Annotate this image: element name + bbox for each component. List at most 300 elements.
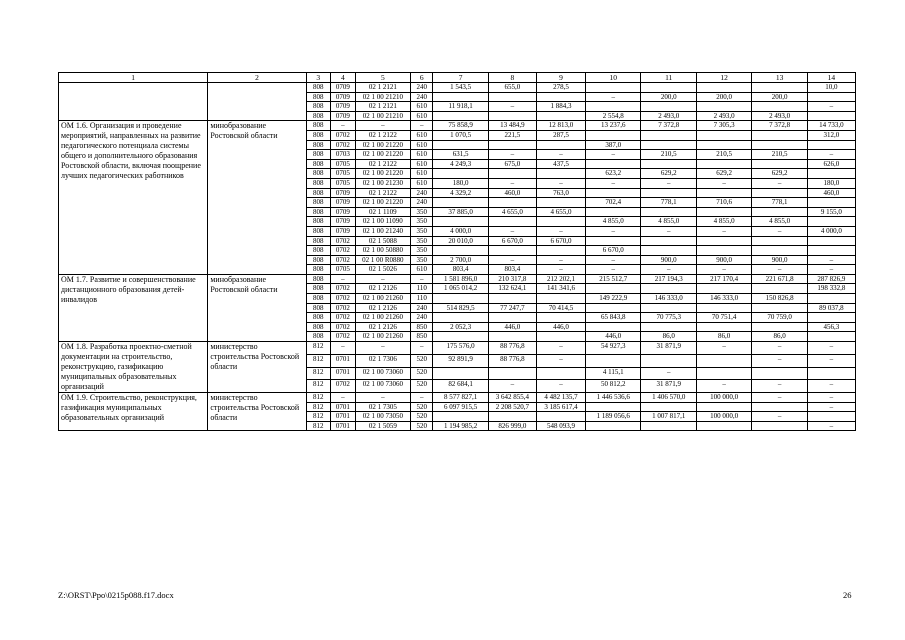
amount-cell: 9 155,0 [807, 207, 855, 217]
code-cell: 0709 [331, 102, 356, 112]
code-cell: – [355, 274, 410, 284]
header-cell: 4 [331, 73, 356, 83]
amount-cell [585, 322, 640, 332]
code-cell: 02 1 2126 [355, 322, 410, 332]
code-cell: 808 [306, 102, 331, 112]
amount-cell: 65 843,8 [585, 313, 640, 323]
amount-cell: 217 194,3 [641, 274, 696, 284]
amount-cell [752, 130, 807, 140]
amount-cell: 1 446 536,6 [585, 393, 640, 403]
amount-cell [641, 159, 696, 169]
amount-cell: 1 543,5 [433, 83, 488, 93]
code-cell: 0702 [331, 246, 356, 256]
code-cell: 02 1 00 50880 [355, 246, 410, 256]
code-cell: 808 [306, 188, 331, 198]
amount-cell: 1 070,5 [433, 130, 488, 140]
code-cell: 808 [306, 274, 331, 284]
code-cell: 520 [411, 402, 433, 412]
amount-cell: 141 341,6 [536, 284, 585, 294]
amount-cell: 4 329,2 [433, 188, 488, 198]
amount-cell: 7 372,8 [641, 121, 696, 131]
measure-description [59, 83, 208, 121]
amount-cell: 11 918,1 [433, 102, 488, 112]
code-cell: 02 1 00 21210 [355, 111, 410, 121]
amount-cell [585, 102, 640, 112]
amount-cell: 50 812,2 [585, 380, 640, 393]
amount-cell: 210,5 [752, 150, 807, 160]
amount-cell [585, 159, 640, 169]
amount-cell: 3 642 855,4 [488, 393, 536, 403]
amount-cell [488, 140, 536, 150]
amount-cell: 629,2 [696, 169, 751, 179]
code-cell: 0703 [331, 150, 356, 160]
amount-cell: 12 813,0 [536, 121, 585, 131]
amount-cell: – [488, 102, 536, 112]
code-cell: 02 1 00 21260 [355, 313, 410, 323]
code-cell: 0709 [331, 188, 356, 198]
file-path: Z:\ORST\Ppo\0215p088.f17.docx [58, 590, 174, 600]
code-cell: 812 [306, 380, 331, 393]
code-cell: 520 [411, 380, 433, 393]
code-cell: 02 1 00 21230 [355, 178, 410, 188]
code-cell: 808 [306, 140, 331, 150]
amount-cell [585, 421, 640, 431]
amount-cell [585, 207, 640, 217]
code-cell: 0701 [331, 421, 356, 431]
code-cell: 02 1 2121 [355, 83, 410, 93]
code-cell: 0702 [331, 380, 356, 393]
code-cell: 02 1 00 73060 [355, 367, 410, 380]
amount-cell [536, 332, 585, 342]
amount-cell [585, 284, 640, 294]
code-cell: 350 [411, 236, 433, 246]
amount-cell [752, 367, 807, 380]
amount-cell: – [585, 255, 640, 265]
code-cell: 808 [306, 217, 331, 227]
amount-cell [433, 92, 488, 102]
code-cell: 02 1 00 21210 [355, 92, 410, 102]
amount-cell: 88 776,8 [488, 342, 536, 355]
amount-cell: 6 670,0 [488, 236, 536, 246]
code-cell: 812 [306, 393, 331, 403]
amount-cell: 278,5 [536, 83, 585, 93]
header-cell: 10 [585, 73, 640, 83]
measure-description: ОМ 1.7. Развитие и совершенствование дистанционного образования детей-инвалидов [59, 274, 208, 341]
amount-cell: 4 855,0 [752, 217, 807, 227]
code-cell: 240 [411, 92, 433, 102]
amount-cell: 212 202,1 [536, 274, 585, 284]
amount-cell: 89 037,8 [807, 303, 855, 313]
code-cell: 02 1 00 21220 [355, 169, 410, 179]
header-cell: 2 [208, 73, 306, 83]
code-cell: 850 [411, 322, 433, 332]
amount-cell: 7 305,3 [696, 121, 751, 131]
amount-cell [641, 236, 696, 246]
code-cell: 610 [411, 102, 433, 112]
amount-cell: 778,1 [641, 198, 696, 208]
amount-cell: – [696, 380, 751, 393]
amount-cell: 702,4 [585, 198, 640, 208]
code-cell: 808 [306, 322, 331, 332]
amount-cell [536, 140, 585, 150]
amount-cell [807, 332, 855, 342]
table-row [59, 342, 856, 355]
code-cell: 610 [411, 111, 433, 121]
code-cell: 812 [306, 402, 331, 412]
measure-description: ОМ 1.6. Организация и проведение мероприятий, направленных на развитие педагогического потенциала системы общего и дополнительного образования Ростовской области, включая поощрение лучших педагогических работников [59, 121, 208, 275]
amount-cell: 132 624,1 [488, 284, 536, 294]
amount-cell [488, 246, 536, 256]
amount-cell [585, 188, 640, 198]
amount-cell [696, 102, 751, 112]
code-cell: 808 [306, 284, 331, 294]
amount-cell: 70 759,0 [752, 313, 807, 323]
code-cell: 812 [306, 342, 331, 355]
budget-table [58, 72, 856, 431]
amount-cell: – [641, 367, 696, 380]
amount-cell: – [585, 92, 640, 102]
code-cell: 02 1 5059 [355, 421, 410, 431]
amount-cell: – [752, 226, 807, 236]
code-cell: 0701 [331, 402, 356, 412]
code-cell: 0701 [331, 367, 356, 380]
code-cell: 0709 [331, 198, 356, 208]
amount-cell: – [807, 255, 855, 265]
code-cell: 02 1 2126 [355, 303, 410, 313]
amount-cell [433, 111, 488, 121]
amount-cell [807, 92, 855, 102]
amount-cell: 100 000,0 [696, 393, 751, 403]
table-header [59, 73, 856, 83]
amount-cell: 803,4 [433, 265, 488, 275]
amount-cell [752, 284, 807, 294]
amount-cell: 1 581 896,0 [433, 274, 488, 284]
amount-cell: 86,0 [696, 332, 751, 342]
amount-cell: 146 333,0 [696, 294, 751, 304]
amount-cell: – [585, 150, 640, 160]
amount-cell: 1 007 817,1 [641, 412, 696, 422]
amount-cell: 8 577 827,1 [433, 393, 488, 403]
amount-cell [696, 188, 751, 198]
amount-cell [536, 217, 585, 227]
code-cell: 0709 [331, 92, 356, 102]
amount-cell [641, 140, 696, 150]
code-cell: 0702 [331, 130, 356, 140]
header-cell: 7 [433, 73, 488, 83]
amount-cell [641, 303, 696, 313]
amount-cell: – [536, 178, 585, 188]
amount-cell: 37 885,0 [433, 207, 488, 217]
amount-cell [807, 294, 855, 304]
amount-cell: – [488, 150, 536, 160]
amount-cell: 82 684,1 [433, 380, 488, 393]
code-cell: 02 1 2122 [355, 130, 410, 140]
amount-cell [696, 159, 751, 169]
amount-cell [696, 83, 751, 93]
amount-cell [536, 294, 585, 304]
code-cell: 02 1 00 21260 [355, 332, 410, 342]
code-cell: 808 [306, 121, 331, 131]
amount-cell [488, 294, 536, 304]
code-cell: 520 [411, 354, 433, 367]
code-cell: 610 [411, 159, 433, 169]
code-cell: 610 [411, 178, 433, 188]
amount-cell: 437,5 [536, 159, 585, 169]
header-cell: 8 [488, 73, 536, 83]
header-cell: 11 [641, 73, 696, 83]
code-cell: 520 [411, 367, 433, 380]
amount-cell: 7 372,8 [752, 121, 807, 131]
amount-cell [536, 169, 585, 179]
amount-cell: – [488, 226, 536, 236]
amount-cell [807, 111, 855, 121]
table-row [59, 121, 856, 131]
amount-cell: 2 554,8 [585, 111, 640, 121]
amount-cell: 460,0 [807, 188, 855, 198]
code-cell: 0705 [331, 169, 356, 179]
amount-cell [641, 354, 696, 367]
amount-cell: – [536, 255, 585, 265]
amount-cell: – [488, 178, 536, 188]
amount-cell [641, 402, 696, 412]
amount-cell: – [807, 421, 855, 431]
amount-cell: – [752, 342, 807, 355]
amount-cell: 675,0 [488, 159, 536, 169]
amount-cell [752, 402, 807, 412]
code-cell: 808 [306, 265, 331, 275]
code-cell: 240 [411, 313, 433, 323]
code-cell: 02 1 00 21220 [355, 140, 410, 150]
code-cell: 610 [411, 150, 433, 160]
amount-cell: 2 208 520,7 [488, 402, 536, 412]
amount-cell: – [536, 226, 585, 236]
amount-cell [807, 236, 855, 246]
code-cell: – [331, 274, 356, 284]
code-cell: 610 [411, 265, 433, 275]
amount-cell [696, 246, 751, 256]
amount-cell: – [752, 178, 807, 188]
executor-cell: министерство строительства Ростовской области [208, 342, 306, 393]
amount-cell [752, 322, 807, 332]
code-cell: 0701 [331, 354, 356, 367]
amount-cell: 803,4 [488, 265, 536, 275]
amount-cell [752, 102, 807, 112]
amount-cell: 446,0 [488, 322, 536, 332]
amount-cell: 180,0 [807, 178, 855, 188]
amount-cell [807, 217, 855, 227]
amount-cell [641, 284, 696, 294]
amount-cell: 70 751,4 [696, 313, 751, 323]
amount-cell [488, 217, 536, 227]
amount-cell [807, 198, 855, 208]
code-cell: 808 [306, 246, 331, 256]
amount-cell [536, 367, 585, 380]
amount-cell: 514 829,5 [433, 303, 488, 313]
header-cell: 14 [807, 73, 855, 83]
code-cell: 02 1 2126 [355, 284, 410, 294]
amount-cell: – [807, 342, 855, 355]
amount-cell: 2 052,3 [433, 322, 488, 332]
amount-cell: – [807, 354, 855, 367]
code-cell: 02 1 5026 [355, 265, 410, 275]
amount-cell: 1 065 014,2 [433, 284, 488, 294]
amount-cell: 548 093,9 [536, 421, 585, 431]
code-cell: 350 [411, 217, 433, 227]
code-cell: 0709 [331, 207, 356, 217]
code-cell: 0701 [331, 412, 356, 422]
amount-cell [641, 246, 696, 256]
amount-cell: – [752, 265, 807, 275]
amount-cell: – [752, 393, 807, 403]
amount-cell: 460,0 [488, 188, 536, 198]
amount-cell [433, 313, 488, 323]
amount-cell: 1 189 056,6 [585, 412, 640, 422]
amount-cell [488, 198, 536, 208]
code-cell: 520 [411, 421, 433, 431]
amount-cell [696, 354, 751, 367]
amount-cell: 4 855,0 [585, 217, 640, 227]
code-cell: 02 1 00 21220 [355, 150, 410, 160]
amount-cell [696, 322, 751, 332]
amount-cell [488, 92, 536, 102]
amount-cell [696, 236, 751, 246]
amount-cell [585, 354, 640, 367]
amount-cell: – [696, 342, 751, 355]
amount-cell: 100 000,0 [696, 412, 751, 422]
amount-cell [641, 322, 696, 332]
amount-cell [696, 207, 751, 217]
amount-cell: 31 871,9 [641, 342, 696, 355]
table-row [59, 393, 856, 403]
header-cell: 6 [411, 73, 433, 83]
header-row [59, 73, 856, 83]
amount-cell: 4 855,0 [641, 217, 696, 227]
amount-cell: 20 010,0 [433, 236, 488, 246]
code-cell: – [331, 342, 356, 355]
amount-cell [536, 111, 585, 121]
amount-cell [696, 303, 751, 313]
amount-cell: 198 332,8 [807, 284, 855, 294]
code-cell: – [355, 393, 410, 403]
code-cell: 0702 [331, 322, 356, 332]
amount-cell: 4 482 135,7 [536, 393, 585, 403]
amount-cell: 70 414,5 [536, 303, 585, 313]
code-cell: 808 [306, 178, 331, 188]
code-cell: 02 1 00 11090 [355, 217, 410, 227]
code-cell: 0702 [331, 303, 356, 313]
amount-cell [641, 421, 696, 431]
executor-cell [208, 83, 306, 121]
amount-cell [488, 169, 536, 179]
amount-cell: 75 858,9 [433, 121, 488, 131]
code-cell: 610 [411, 130, 433, 140]
amount-cell: 6 670,0 [536, 236, 585, 246]
amount-cell: 86,0 [752, 332, 807, 342]
code-cell: 0705 [331, 178, 356, 188]
amount-cell: – [585, 226, 640, 236]
measure-description: ОМ 1.9. Строительство, реконструкция, газификация муниципальных образовательных организаций [59, 393, 208, 431]
code-cell: 350 [411, 207, 433, 217]
amount-cell: 900,0 [696, 255, 751, 265]
code-cell: 110 [411, 284, 433, 294]
amount-cell: 4 115,1 [585, 367, 640, 380]
amount-cell: 221 671,8 [752, 274, 807, 284]
amount-cell [433, 332, 488, 342]
amount-cell: 1 406 570,0 [641, 393, 696, 403]
header-cell: 9 [536, 73, 585, 83]
amount-cell: 2 700,0 [433, 255, 488, 265]
amount-cell: – [641, 226, 696, 236]
amount-cell: 88 776,8 [488, 354, 536, 367]
code-cell: 0702 [331, 313, 356, 323]
amount-cell: – [752, 412, 807, 422]
amount-cell: – [585, 265, 640, 275]
code-cell: 808 [306, 332, 331, 342]
amount-cell [696, 421, 751, 431]
code-cell: 240 [411, 303, 433, 313]
code-cell: 110 [411, 294, 433, 304]
executor-cell: минобразование Ростовской области [208, 121, 306, 275]
amount-cell: 180,0 [433, 178, 488, 188]
amount-cell: – [488, 255, 536, 265]
amount-cell: 4 249,3 [433, 159, 488, 169]
amount-cell: 629,2 [641, 169, 696, 179]
amount-cell: – [752, 380, 807, 393]
code-cell: 240 [411, 83, 433, 93]
amount-cell: 200,0 [696, 92, 751, 102]
amount-cell: – [696, 265, 751, 275]
code-cell: 350 [411, 226, 433, 236]
code-cell: 02 1 00 73060 [355, 380, 410, 393]
amount-cell: 287 826,9 [807, 274, 855, 284]
executor-cell: министерство строительства Ростовской области [208, 393, 306, 431]
code-cell: 808 [306, 150, 331, 160]
amount-cell: 1 194 985,2 [433, 421, 488, 431]
code-cell: – [411, 393, 433, 403]
amount-cell [488, 111, 536, 121]
amount-cell: 2 493,0 [641, 111, 696, 121]
amount-cell: 900,0 [752, 255, 807, 265]
amount-cell [433, 198, 488, 208]
code-cell: 02 1 2122 [355, 188, 410, 198]
amount-cell: 150 826,8 [752, 294, 807, 304]
code-cell: 520 [411, 412, 433, 422]
amount-cell: 86,0 [641, 332, 696, 342]
amount-cell [585, 130, 640, 140]
amount-cell: 4 000,0 [807, 226, 855, 236]
code-cell: – [331, 121, 356, 131]
amount-cell: – [807, 380, 855, 393]
amount-cell: 210,5 [696, 150, 751, 160]
amount-cell [536, 313, 585, 323]
code-cell: 0705 [331, 159, 356, 169]
amount-cell [585, 83, 640, 93]
amount-cell: – [641, 178, 696, 188]
code-cell: 0705 [331, 265, 356, 275]
header-cell: 3 [306, 73, 331, 83]
amount-cell [488, 412, 536, 422]
amount-cell [752, 246, 807, 256]
amount-cell [536, 412, 585, 422]
amount-cell [433, 217, 488, 227]
amount-cell: – [536, 265, 585, 275]
amount-cell: 200,0 [641, 92, 696, 102]
amount-cell: 4 655,0 [488, 207, 536, 217]
amount-cell: – [641, 265, 696, 275]
code-cell: 02 1 00 73050 [355, 412, 410, 422]
code-cell: 02 1 7305 [355, 402, 410, 412]
code-cell: 02 1 00 R0880 [355, 255, 410, 265]
